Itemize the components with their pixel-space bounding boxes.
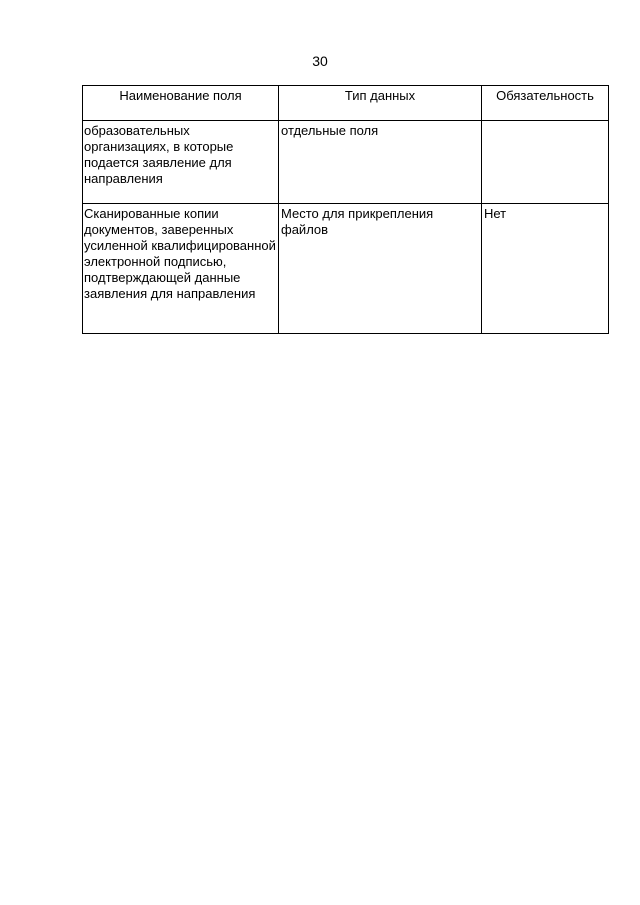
table-header-row	[83, 86, 609, 121]
fields-table	[82, 85, 609, 334]
cell-required	[482, 121, 609, 204]
header-required: Обязательность	[482, 86, 609, 121]
page-number: 30	[312, 53, 328, 69]
cell-data-type: Место для прикрепления файлов	[279, 204, 482, 334]
cell-required: Нет	[482, 204, 609, 334]
header-field-name: Наименование поля	[83, 86, 279, 121]
cell-field-name: Сканированные копии документов, заверенных усиленной квалифицированной электронной подписью, подтверждающей данные заявления для направления	[83, 204, 279, 334]
table-row	[83, 204, 609, 334]
table-row	[83, 121, 609, 204]
header-data-type: Тип данных	[279, 86, 482, 121]
cell-data-type: отдельные поля	[279, 121, 482, 204]
cell-field-name: образовательных организациях, в которые подается заявление для направления	[83, 121, 279, 204]
